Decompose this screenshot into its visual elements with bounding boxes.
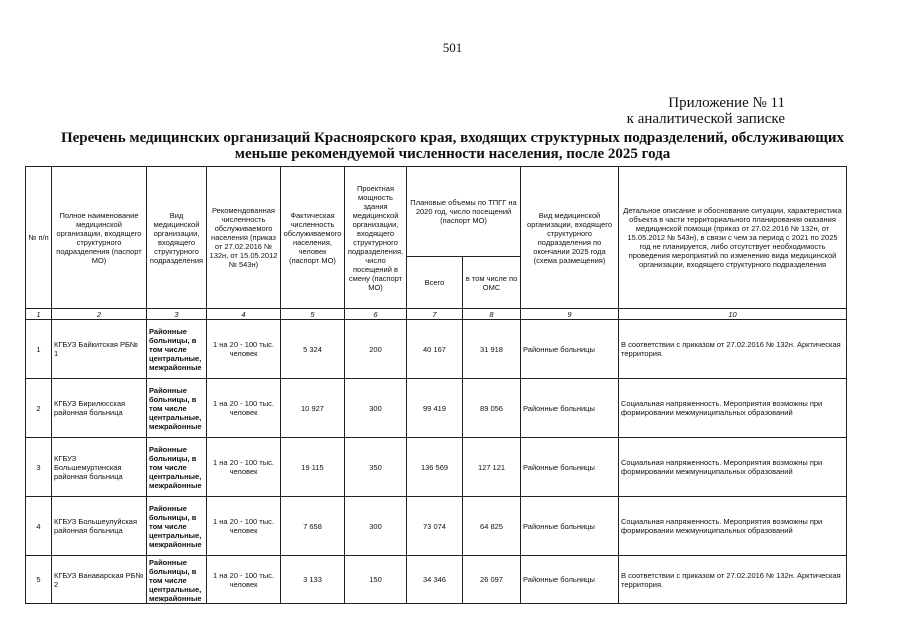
design-capacity: 150 <box>345 556 407 604</box>
recommended-population: 1 на 20 - 100 тыс. человек <box>207 438 281 497</box>
recommended-population: 1 на 20 - 100 тыс. человек <box>207 320 281 379</box>
planned-oms: 89 056 <box>463 379 521 438</box>
org-type-2025: Районные больницы <box>521 438 619 497</box>
header-actual-population: Фактическая численность обслуживаемого населения, человек (паспорт МО) <box>281 167 345 309</box>
org-name: КГБУЗ Большеулуйская районная больница <box>52 497 147 556</box>
row-number: 3 <box>26 438 52 497</box>
planned-oms: 31 918 <box>463 320 521 379</box>
table-row <box>26 497 847 556</box>
planned-total: 34 346 <box>407 556 463 604</box>
row-number: 4 <box>26 497 52 556</box>
description: Социальная напряженность. Мероприятия возможны при формировании межмуниципальных образований <box>619 438 847 497</box>
planned-total: 73 074 <box>407 497 463 556</box>
column-number: 9 <box>521 309 619 320</box>
org-type-2025: Районные больницы <box>521 497 619 556</box>
document-title <box>20 130 885 162</box>
planned-total: 136 569 <box>407 438 463 497</box>
header-org-name: Полное наименование медицинской организации, входящего структурного подразделения (паспорт МО) <box>52 167 147 309</box>
org-type: Районные больницы, в том числе центральные, межрайонные <box>147 556 207 604</box>
org-name: КГБУЗ Большемуртинская районная больница <box>52 438 147 497</box>
org-name: КГБУЗ Байкитская РБ№ 1 <box>52 320 147 379</box>
row-number: 2 <box>26 379 52 438</box>
table-row <box>26 438 847 497</box>
actual-population: 3 133 <box>281 556 345 604</box>
planned-total: 99 419 <box>407 379 463 438</box>
actual-population: 19 115 <box>281 438 345 497</box>
column-number: 6 <box>345 309 407 320</box>
design-capacity: 300 <box>345 497 407 556</box>
org-type: Районные больницы, в том числе центральные, межрайонные <box>147 497 207 556</box>
table-row <box>26 556 847 604</box>
org-type: Районные больницы, в том числе центральные, межрайонные <box>147 438 207 497</box>
design-capacity: 300 <box>345 379 407 438</box>
header-org-type-2025: Вид медицинской организации, входящего структурного подразделения по окончании 2025 года (схема размещения) <box>521 167 619 309</box>
header-oms: в том числе по ОМС <box>463 257 521 309</box>
planned-oms: 26 097 <box>463 556 521 604</box>
recommended-population: 1 на 20 - 100 тыс. человек <box>207 497 281 556</box>
planned-total: 40 167 <box>407 320 463 379</box>
design-capacity: 200 <box>345 320 407 379</box>
appendix-label <box>627 95 785 127</box>
column-number: 2 <box>52 309 147 320</box>
actual-population: 10 927 <box>281 379 345 438</box>
org-name: КГБУЗ Бирилюсская районная больница <box>52 379 147 438</box>
title-line-1: Перечень медицинских организаций Красноярского края, входящих структурных подразделений, обслуживающих <box>60 130 845 146</box>
row-number: 1 <box>26 320 52 379</box>
org-type-2025: Районные больницы <box>521 556 619 604</box>
org-type: Районные больницы, в том числе центральные, межрайонные <box>147 379 207 438</box>
table-row <box>26 320 847 379</box>
description: Социальная напряженность. Мероприятия возможны при формировании межмуниципальных образований <box>619 497 847 556</box>
design-capacity: 350 <box>345 438 407 497</box>
actual-population: 5 324 <box>281 320 345 379</box>
page-number: 501 <box>442 40 463 55</box>
column-number: 1 <box>26 309 52 320</box>
header-row <box>26 167 847 257</box>
row-number: 5 <box>26 556 52 604</box>
header-planned-volumes: Плановые объемы по ТПГГ на 2020 год, число посещений (паспорт МО) <box>407 167 521 257</box>
appendix-line-2: к аналитической записке <box>626 111 785 127</box>
header-total: Всего <box>407 257 463 309</box>
recommended-population: 1 на 20 - 100 тыс. человек <box>207 379 281 438</box>
recommended-population: 1 на 20 - 100 тыс. человек <box>207 556 281 604</box>
actual-population: 7 658 <box>281 497 345 556</box>
header-number: № п/п <box>26 167 52 309</box>
header-org-type: Вид медицинской организации, входящего структурного подразделения <box>147 167 207 309</box>
column-number: 10 <box>619 309 847 320</box>
planned-oms: 64 825 <box>463 497 521 556</box>
table-row <box>26 379 847 438</box>
title-line-2: меньше рекомендуемой численности населения, после 2025 года <box>234 146 671 162</box>
planned-oms: 127 121 <box>463 438 521 497</box>
org-name: КГБУЗ Ванаварская РБ№ 2 <box>52 556 147 604</box>
column-number: 3 <box>147 309 207 320</box>
header-design-capacity: Проектная мощность здания медицинской организации, входящего структурного подразделения, число посещений в смену (паспорт МО) <box>345 167 407 309</box>
org-type-2025: Районные больницы <box>521 379 619 438</box>
column-number: 5 <box>281 309 345 320</box>
description: В соответствии с приказом от 27.02.2016 № 132н. Арктическая территория. <box>619 556 847 604</box>
header-recommended-population: Рекомендованная численность обслуживаемого населения (приказ от 27.02.2016 № 132н, от 15.05.2012 № 543н) <box>207 167 281 309</box>
appendix-line-1: Приложение № 11 <box>668 95 785 111</box>
description: Социальная напряженность. Мероприятия возможны при формировании межмуниципальных образований <box>619 379 847 438</box>
column-number: 7 <box>407 309 463 320</box>
column-numbers-row <box>26 309 847 320</box>
column-number: 4 <box>207 309 281 320</box>
column-number: 8 <box>463 309 521 320</box>
description: В соответствии с приказом от 27.02.2016 № 132н. Арктическая территория. <box>619 320 847 379</box>
org-type-2025: Районные больницы <box>521 320 619 379</box>
header-description: Детальное описание и обоснование ситуации, характеристика объекта в части территориального планирования оказания медицинской помощи (приказ от 27.02.2016 № 132н, от 15.05.2012 № 543н), в связи с чем за период с 2021 по 2025 год не планируется, либо отсутствует необходимость проведения мероприятий по изменению вида медицинской организации, входящего структурного подразделения <box>619 167 847 309</box>
organizations-table <box>25 166 847 604</box>
org-type: Районные больницы, в том числе центральные, межрайонные <box>147 320 207 379</box>
